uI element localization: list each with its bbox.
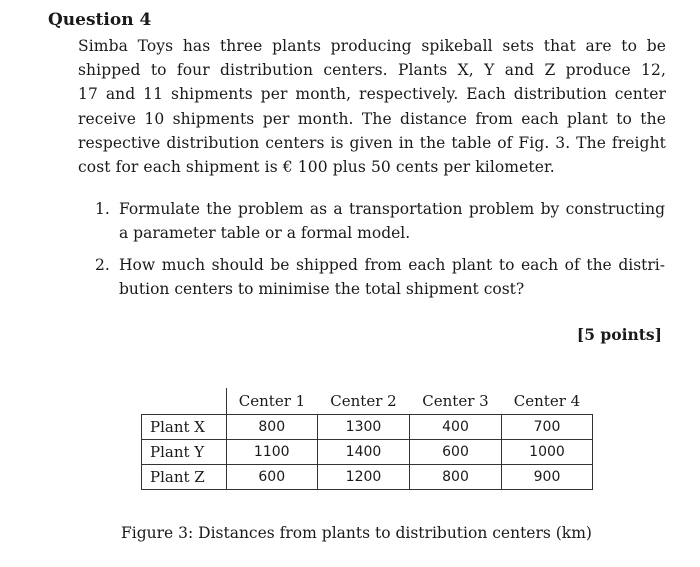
task-line: a parameter table or a formal model. [119, 224, 411, 242]
table-cell: 1300 [318, 415, 410, 440]
table-cell: 1200 [318, 465, 410, 490]
row-header: Plant X [142, 415, 227, 440]
paragraph-line: shipped to four distribution centers. Plants X, Y and Z produce 12, [78, 61, 666, 80]
task-line: How much should be shipped from each plant to each of the distri- [119, 256, 665, 274]
task-item [95, 197, 665, 245]
table-cell: 1000 [502, 440, 593, 465]
task-list [95, 197, 665, 309]
table-row [142, 440, 593, 465]
figure-caption: Figure 3: Distances from plants to distribution centers (km) [121, 524, 592, 542]
paragraph-line: respective distribution centers is given in the table of Fig. 3. The freight [78, 133, 666, 152]
row-header: Plant Y [142, 440, 227, 465]
table-cell: 900 [502, 465, 593, 490]
task-line: Formulate the problem as a transportation problem by constructing [119, 200, 665, 218]
task-item [95, 253, 665, 301]
table-cell: 700 [502, 415, 593, 440]
paragraph-line: receive 10 shipments per month. The distance from each plant to the [78, 109, 666, 128]
table-cell: 600 [410, 440, 502, 465]
paragraph-line: Simba Toys has three plants producing spikeball sets that are to be [78, 37, 666, 55]
column-header: Center 3 [422, 392, 489, 410]
table-corner-cell [142, 388, 227, 415]
paragraph-line: cost for each shipment is € 100 plus 50 cents per kilometer. [78, 158, 555, 177]
problem-statement [78, 34, 666, 179]
table-row [142, 465, 593, 490]
table-cell: 1400 [318, 440, 410, 465]
table-cell: 1100 [226, 440, 318, 465]
table-cell: 800 [226, 415, 318, 440]
row-header: Plant Z [142, 465, 227, 490]
points-label: [5 points] [576, 325, 662, 344]
task-number: 1. [95, 200, 110, 218]
table-cell: 600 [226, 465, 318, 490]
task-number: 2. [95, 256, 110, 274]
paragraph-line: 17 and 11 shipments per month, respectively. Each distribution center [78, 85, 666, 104]
table-cell: 400 [410, 415, 502, 440]
table-cell: 800 [410, 465, 502, 490]
column-header: Center 4 [513, 392, 581, 410]
distance-table [141, 388, 593, 490]
question-title: Question 4 [48, 10, 152, 30]
table-row [142, 415, 593, 440]
table-header-row [142, 388, 593, 415]
column-header: Center 2 [330, 392, 397, 410]
column-header: Center 1 [226, 388, 318, 415]
task-line: bution centers to minimise the total shipment cost? [119, 280, 525, 298]
